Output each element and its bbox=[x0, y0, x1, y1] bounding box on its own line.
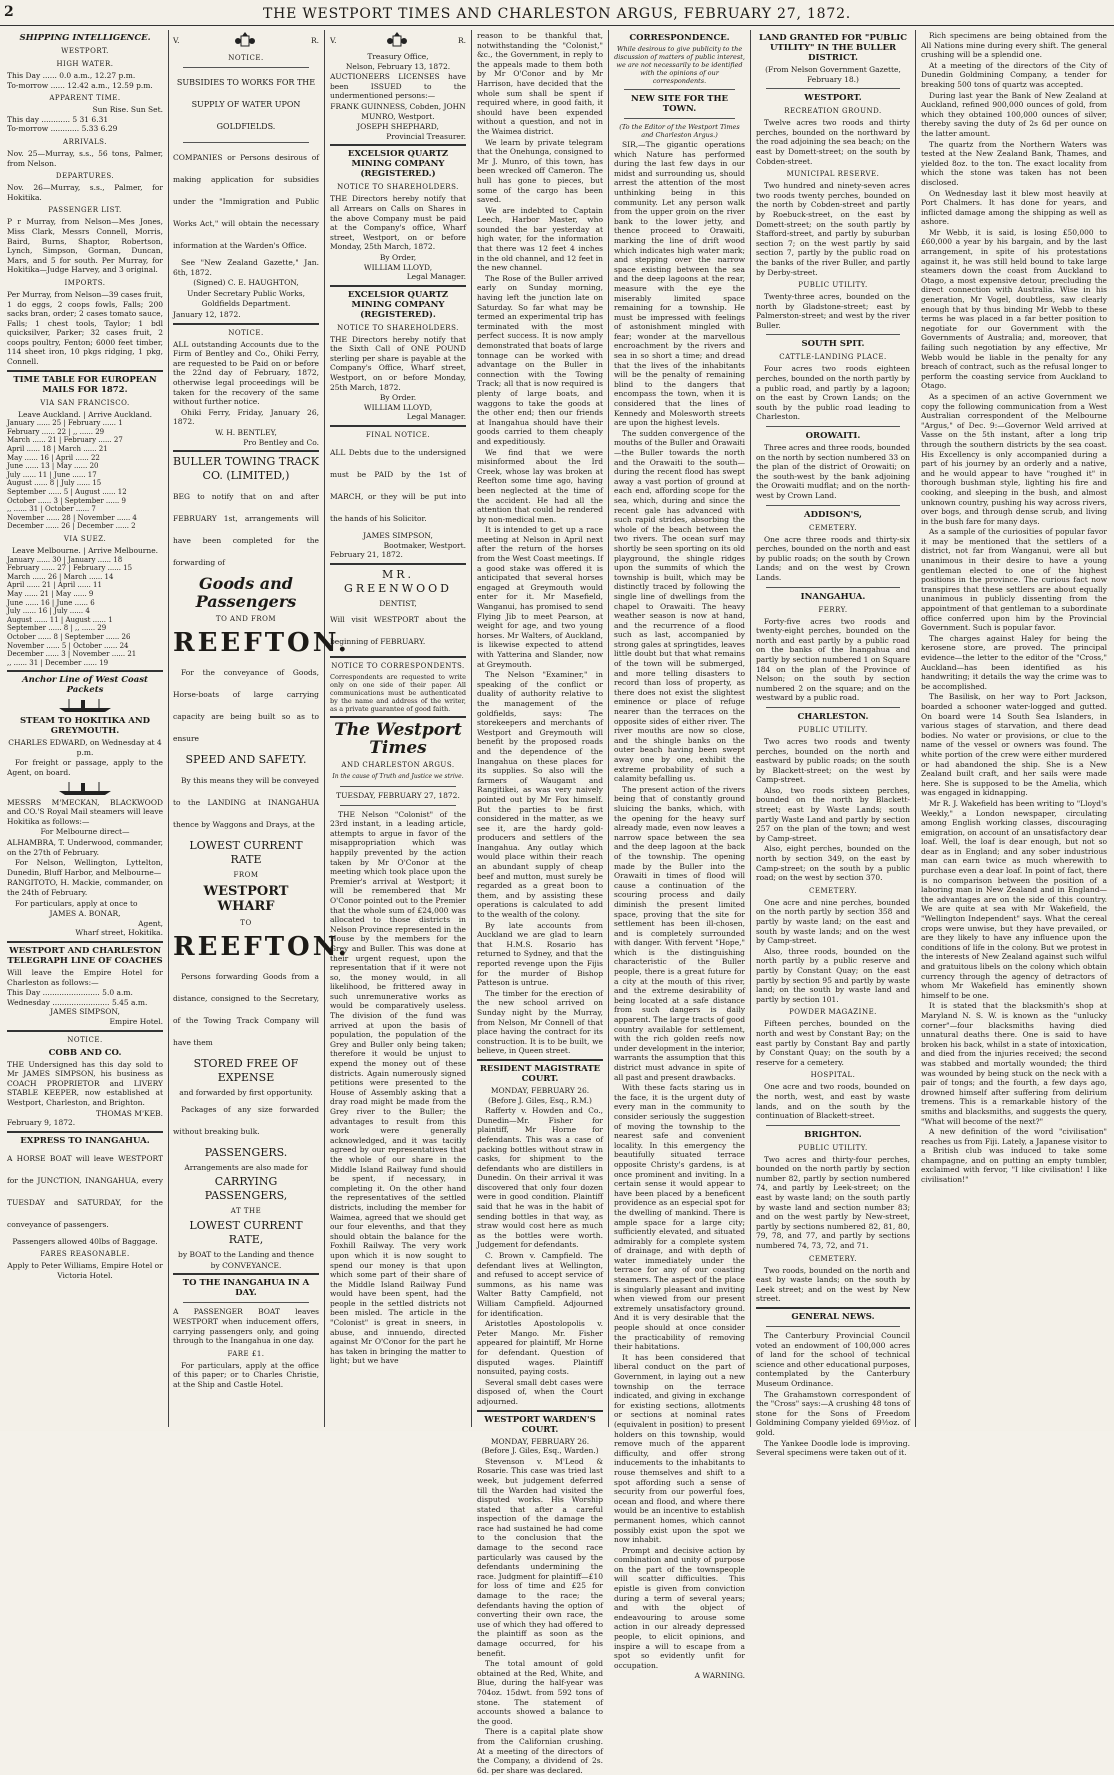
lowest-rate: LOWEST CURRENT RATE bbox=[189, 839, 303, 867]
masthead bbox=[0, 0, 1114, 26]
letter-paragraph: Prompt and decisive action by combination and unity of purpose on the part of the townspeople will scatter difficulties. This epistle is given from conviction during a term of several years; and with the object of endeavouring to arouse some action in our already depressed people, to elicit opinions, and inspire a will to escape from a spot so evidently unfit for occupation. bbox=[614, 1545, 745, 1670]
speed-safety: SPEED AND SAFETY. bbox=[185, 753, 307, 767]
timetable-row: March ...... 21 | February ...... 27 bbox=[7, 436, 123, 445]
manager-title: Legal Manager. bbox=[406, 272, 466, 282]
fares-heading: FARES REASONABLE. bbox=[40, 1250, 130, 1259]
bootmaker-name: JAMES SIMPSON, bbox=[363, 531, 433, 541]
court-case: Rafferty v. Howden and Co., Dunedin—Mr. Fisher for plaintiff, Mr Horne for defendants. This was a case of packing bottles without straw in casks, for shipment to the defendants who are distillers in Dunedin. On their arrival it was discovered that only four dozen were in good condition. Plaintiff said that he was in the habit of sending bottles in that way, as straw would cost here as much as the bottles were worth. Judgement for defendants. bbox=[477, 1106, 603, 1250]
manager-title-2: Legal Manager. bbox=[406, 412, 466, 422]
goods-heading: Goods and Passengers bbox=[195, 574, 297, 612]
brighton-heading: BRIGHTON. bbox=[804, 1129, 862, 1140]
nelson-route-text: For Nelson, Wellington, Lyttelton, Dunedin, Bluff Harbor, and Melbourne— bbox=[7, 858, 163, 877]
anchor-line-heading: Anchor Line of West Coast Packets bbox=[22, 675, 148, 696]
bentley-pro: Pro Bentley and Co. bbox=[243, 437, 319, 447]
timetable-row: July ...... 11 | June ...... 17 bbox=[7, 470, 97, 479]
orowaiti-heading: OROWAITI. bbox=[805, 431, 861, 442]
westport-heading: WESTPORT. bbox=[61, 47, 109, 55]
sun-row: To-morrow ............ 5.33 6.29 bbox=[7, 124, 118, 134]
news-item: The charges against Haley for being the kerosene store, are proved. The principal evidence—the letter to the editor of the "Cross," Auckland—has been identified as his handwriting; it details the way the crime was to be accomplished. bbox=[921, 633, 1107, 691]
timetable-row: October ...... 8 | September ...... 26 bbox=[7, 632, 131, 641]
shareholders-heading-2: NOTICE TO SHAREHOLDERS. bbox=[337, 323, 459, 332]
divider bbox=[340, 786, 456, 787]
freight-text: For freight or passage, apply to the Agent, on board. bbox=[7, 758, 163, 778]
tide-row: This Day ...... 0.0 a.m., 12.27 p.m. bbox=[7, 71, 136, 80]
municipal-heading: MUNICIPAL RESERVE. bbox=[786, 170, 880, 179]
news-item: During last year the Bank of New Zealand at Auckland, refined 900,000 ounces of gold, from which they obtained 100,000 ounces of silver, thereby saving the duty of 2s 6d per ounce on the latter amount. bbox=[921, 90, 1107, 138]
court-case: Several small debt cases were disposed of, when the Court adjourned. bbox=[477, 1377, 603, 1406]
sun-header: Sun Rise. Sun Set. bbox=[92, 105, 163, 115]
timetable-row: May ...... 16 | April ...... 22 bbox=[7, 453, 100, 462]
timetable-row: April ...... 18 | March ...... 21 bbox=[7, 445, 108, 454]
timetable-row: April ...... 21 | April ...... 11 bbox=[7, 581, 102, 590]
cobb-text: THE Undersigned has this day sold to Mr JAMES SIMPSON, his business as COACH PROPRIETOR and LIVERY STABLE KEEPER, now established at Westport, Charleston, and Brighton. bbox=[7, 1059, 163, 1107]
inangahua-day-heading: TO THE INANGAHUA IN A DAY. bbox=[182, 1278, 310, 1299]
news-item: The Yankee Doodle lode is improving. Several specimens were taken out of it. bbox=[756, 1438, 910, 1458]
wardens-court-heading: WESTPORT WARDEN'S COURT. bbox=[484, 1414, 596, 1435]
correspondents-heading: NOTICE TO CORRESPONDENTS. bbox=[331, 662, 465, 671]
westport-wharf: WESTPORT WHARF bbox=[203, 884, 289, 915]
sanfran-header: Leave Auckland. | Arrive Auckland. bbox=[17, 409, 153, 419]
agent-title: Agent, bbox=[138, 918, 163, 928]
court-case: Aristotles Apostolopolis v. Peter Mango. Mr. Fisher appeared for plaintiff, Mr Horne for defendant. Question of disputed wages. Plaintiff nonsuited, paying costs. bbox=[477, 1319, 603, 1377]
fare-text: FARE £1. bbox=[227, 1349, 265, 1358]
treasurer-title: Provincial Treasurer. bbox=[386, 131, 466, 141]
editorial-text: THE Nelson "Colonist" of the 23rd instant, in a leading article, attempts to argue in favor of the misappropriation which was happily prevented by the action taken by Mr O'Conor at the meeting which took place upon the Premier's arrival at Westport; it will be remembered that Mr O'Conor pointed out to the Premier that the whole sum of £24,000 was allocated to those districts in Nelson Province represented in the House by the members for the Grey and Buller. This was done at their urgent request, upon the representation that if it were not so, the money would, in all likelihood, be frittered away in such unremunerative works as would be comparatively useless. The division of the fund was arrived at upon the basis of population, the population of the Grey and Buller only being taken; therefore it would be unjust to expend the money out of these districts. Again numerously signed petitions were presented to the House of Assembly asking that a dray road might be made from the Grey river to the Buller; the advantages to result from this work were generally acknowledged, and it was tacitly agreed by our representatives that the whole of our share in the Middle Island Railway fund should be spent, if necessary, in completing it. On the other hand the representatives of the settled districts, including the member for Waimea, agreed that we should get our four elevenths, and that they should obtain the balance for the Foxhill Railway. The very work upon which it is now sought to spend our money is that upon which some part of their share of the Middle Island Railway Fund would have been spent, had the people in the settled districts not been misled. The article in the "Colonist" is great in sneers, in abuse, and innuendo, directed against Mr O'Conor for the part he has taken in bringing the matter to light; but we have bbox=[330, 809, 466, 1366]
timetable-row: November ...... 5 | October ...... 24 bbox=[7, 641, 129, 650]
excelsior-heading: EXCELSIOR QUARTZ MINING COMPANY (REGISTERED.) bbox=[347, 149, 449, 180]
new-site-heading: NEW SITE FOR THE TOWN. bbox=[631, 94, 728, 114]
royal-crest bbox=[173, 32, 319, 50]
paper-nameplate: The Westport Times bbox=[334, 720, 462, 759]
news-item: There is a capital plate show from the Californian crushing. At a meeting of the directors of the Company, a dividend of 2s. 6d. per share was declared. bbox=[477, 1727, 603, 1775]
rangitoto-text: RANGITOTO, H. Mackie, commander, on the 24th of February. bbox=[7, 878, 163, 897]
telegraph-text: Will leave the Empire Hotel for Charleston as follows:— bbox=[7, 967, 163, 987]
court-case: C. Brown v. Campfield. The defendant lives at Wellington, and refused to accept service of summons, as his name was Walter Batty Campfield, not William Campfield. Adjourned for identification. bbox=[477, 1251, 603, 1318]
news-item: The Basilisk, on her way to Port Jackson, boarded a schooner water-logged and gutted. On board were 14 South Sea Islanders, in various stages of starvation, and there dead bodies. No water or provisions, or clue to the name of the vessel or owners was found. The white portion of the crew were either murdered or had abandoned the ship. She is a New Zealand built craft, and her sails were made here. She is supposed to be the Amelia, which was engaged in kidnapping. bbox=[921, 692, 1107, 798]
by-order-2: By Order. bbox=[379, 393, 417, 403]
sun-row: This day ............ 5 31 6.31 bbox=[7, 114, 109, 124]
tide-row: To-morrow ...... 12.42 a.m., 12.59 p.m. bbox=[7, 80, 153, 90]
final-notice-heading: FINAL NOTICE. bbox=[365, 431, 431, 440]
divider bbox=[173, 1273, 319, 1275]
passenger-list-text: P r Murray, from Nelson—Mes Jones, Miss Clark, Messrs Connell, Morris, Baird, Burns, Shaptor, Robertson, Lynch, Simpson, Gorman, Duncan, Mars, and 5 for south. Per Murray, for Hokitika—Judge Harvey, and 3 original. bbox=[7, 217, 163, 275]
column-3 bbox=[327, 30, 469, 1427]
divider bbox=[624, 89, 735, 90]
treasury-date: Nelson, February 13, 1872. bbox=[345, 61, 451, 71]
divider bbox=[330, 716, 466, 718]
divider bbox=[7, 670, 163, 672]
letter-paragraph: SIR,—The gigantic operations which Nature has performed during the last few days in our midst and surrounding us, should arrest the attention of the most unthinking being in this community. Let any person walk from the upper groin on the river bank to the lower jetty, and thence proceed to Orawaiti, marking the line of drift wood which indicates high water mark; and stepping over the narrow space existing between the sea and the deep lagoons at the rear, measure with the eye the miserably limited space remaining for a township. He must be impressed with feelings of astonishment mingled with fear; wonder at the marvellous encroachment by the rivers and sea in so short a time; and dread that the lives of the inhabitants will be the penalty of remaining blind to the dangers that encompass the town, when it is considered that the lines of Kennedy and Molesworth streets are upon the highest levels. bbox=[614, 140, 745, 428]
alhambra-text: ALHAMBRA, T. Underwood, commander, on the 27th of February. bbox=[7, 838, 163, 857]
departures-heading: DEPARTURES. bbox=[55, 172, 115, 181]
arrivals-text: Nov. 25—Murray, s.s., 56 tons, Palmer, from Nelson. bbox=[7, 148, 163, 168]
divider bbox=[173, 323, 319, 325]
particulars-text: For particulars, apply at once to bbox=[15, 898, 138, 908]
column-7 bbox=[918, 30, 1110, 1427]
means-text: By this means they will be conveyed to the LANDING at INANGAHUA thence by Waggons and Drays, at the bbox=[173, 776, 319, 830]
cobb-heading: COBB AND CO. bbox=[48, 1047, 122, 1058]
from-label: FROM bbox=[233, 871, 259, 880]
royal-crest bbox=[330, 32, 466, 50]
coat-of-arms-icon bbox=[386, 32, 408, 50]
bentley-date: Ohiki Ferry, Friday, January 26, 1872. bbox=[173, 407, 319, 427]
suez-header: Leave Melbourne. | Arrive Melbourne. bbox=[11, 545, 159, 555]
timetable-row: September ...... 5 | August ...... 12 bbox=[7, 488, 127, 496]
timetable-row: ,, ...... 31 | December ...... 19 bbox=[7, 658, 109, 667]
land-description: Two roods, bounded on the north and east by waste lands; on the south by Leek street; and on the west by New street. bbox=[756, 1265, 910, 1304]
news-item: At a meeting of the directors of the City of Dunedin Goldmining Company, a tender for breaking 500 tons of quartz was accepted. bbox=[921, 60, 1107, 89]
melbourne-text: For Melbourne direct— bbox=[40, 827, 130, 837]
signed-text: (Signed) C. E. HAUGHTON, bbox=[193, 278, 299, 288]
letter-paragraph: The present action of the rivers being that of constantly ground sluicing the banks, which, with the opening for the heavy surf already made, even now leaves a narrow space between the sea and the deep lagoon at the back of the township. The opening made by the Buller into the Orawaiti in times of flood will cause a continuation of the scouring process and daily diminish the present limited space, proving that the site for settlement has been ill-chosen, and is completely surrounded with danger. With fervent "Hope," which is the distinguishing characteristic of the Buller people, there is a great future for a city at the mouth of this river, and the extreme desirability of being located at a safe distance from such dangers is daily apparent. The large tracts of good country available for settlement, with the rich golden reefs now under development in the interior, warrants the assumption that this district must advance in spite of all past and present drawbacks. bbox=[614, 784, 745, 1082]
recreation-heading: RECREATION GROUND. bbox=[784, 107, 882, 116]
cemetery-heading: CEMETERY. bbox=[808, 523, 858, 532]
shipping-heading: SHIPPING INTELLIGENCE. bbox=[19, 33, 151, 43]
news-item: The Canterbury Provincial Council voted an endowment of 100,000 acres of land for the school of technical science and other educational purposes, contemplated by the Canterbury Museum Ordinance. bbox=[756, 1331, 910, 1388]
imports-text: Per Murray, from Nelson—39 cases fruit, 1 do eggs, 2 coops fowls, Falls; 200 sacks bran, order; 2 cases tomato sauce, Falls; 1 chest tools, Taylor; 1 bdl quicksilver, Parker; 32 cases fruit, 2 coops poultry, Fenton; 6000 feet timber, 114 sheet iron, 10 pkgs ridging, 1 pkg, Connell. bbox=[7, 289, 163, 367]
baggage-text: Passengers allowed 40lbs of Baggage. bbox=[12, 1236, 158, 1246]
land-description: Twelve acres two roods and thirty perches, bounded on the northward by the road adjoining the sea beach; on the east by Domett-street; on the south by Cobden-street. bbox=[756, 118, 910, 166]
court-before: (Before J. Giles, Esq., R.M.) bbox=[488, 1095, 592, 1105]
divider bbox=[340, 805, 456, 806]
news-item: It is intended to get up a race meeting at Nelson in April next after the return of the horses from the West Coast meetings. If a good stake was offered it is anticipated that several horses engaged at Greymouth would enter for it. Mr Masefield, Wanganui, has promised to send Flying Jib to meet Pearson, at weight for age, and two young horses. Mr Walters, of Auckland, is likewise expected to attend with Yatterina and Slander, now at Greymouth. bbox=[477, 525, 603, 669]
divider bbox=[477, 1410, 603, 1412]
column-rule bbox=[608, 30, 609, 1427]
notice-date: February 21, 1872. bbox=[330, 550, 403, 560]
news-item: Rich specimens are being obtained from the All Nations mine during every shift. The general crushing will be a splendid one. bbox=[921, 31, 1107, 60]
timetable-row: September ...... 8 | ,, ...... 29 bbox=[7, 624, 107, 633]
by-conveyance-text: by CONVEYANCE. bbox=[210, 1260, 282, 1270]
auctioneers-text: AUCTIONEERS LICENSES have been ISSUED to the undermentioned persons:— bbox=[330, 72, 466, 101]
reefton-heading: REEFTON. bbox=[173, 628, 350, 659]
manager-name-2: WILLIAM LLOYD, bbox=[363, 402, 433, 412]
sanfran-table bbox=[7, 419, 163, 531]
news-item: The timber for the erection of the new school arrived on Sunday night by the Murray, from Nelson, Mr Connell of that place having the contract for its construction. It is to be built, we believe, in Queen street. bbox=[477, 988, 603, 1056]
editorial-date: TUESDAY, FEBRUARY 27, 1872. bbox=[336, 791, 460, 800]
particulars-text: For particulars, apply at the office of this paper; or to Charles Christie, at the Ship and Castle Hotel. bbox=[173, 1360, 319, 1390]
crest-v: V. bbox=[173, 36, 180, 46]
signatory: THOMAS M'KEB. bbox=[95, 1108, 163, 1118]
news-item: The total amount of gold obtained at the Red, White, and Blue, during the half-year was 704oz. 15dwt. from 592 tons of stone. The statement of accounts showed a balance to the good. bbox=[477, 1659, 603, 1726]
news-item: By late accounts from Auckland we are glad to learn that H.M.S. Rosario has returned to Sydney, and that the reported revenge upon the Fijis for the murder of Bishop Patteson is untrue. bbox=[477, 920, 603, 988]
land-description: One acre and two roods, bounded on the north, west, and east by waste lands, and on the south by the continuation of Blackett-street. bbox=[756, 1082, 910, 1121]
highwater-heading: HIGH WATER. bbox=[56, 60, 114, 68]
departures-text: Nov. 26—Murray, s.s., Palmer, for Hokitika. bbox=[7, 183, 163, 202]
divider bbox=[624, 118, 735, 119]
carrying-passengers: CARRYING PASSENGERS, bbox=[204, 1175, 288, 1203]
land-description: Three acres and three roods, bounded on the north by section numbered 33 on the plan of the district of Orowaiti; on the south-west by the bank adjoining the Orowaiti mudflat; and on the north-west by Crown Land. bbox=[756, 443, 910, 500]
by-boat-text: by BOAT to the Landing and thence bbox=[178, 1250, 314, 1260]
news-item: The Grahamstown correspondent of the "Cross" says:—A crushing 48 tons of stone for the Sons of Freedom Goldmining Company yielded 69½oz. of gold. bbox=[756, 1389, 910, 1437]
cattle-landing-heading: CATTLE-LANDING PLACE. bbox=[779, 353, 887, 362]
timetable-row: August ...... 11 | August ...... 1 bbox=[7, 615, 113, 624]
coach-time-row: This Day ........................ 5.0 a.m. bbox=[7, 988, 133, 998]
column-4 bbox=[474, 30, 606, 1775]
manager-name: WILLIAM LLOYD, bbox=[363, 262, 433, 272]
to-from-label: TO AND FROM bbox=[215, 615, 277, 624]
proprietor-name: JAMES SIMPSON, bbox=[50, 1007, 120, 1017]
land-description: Also, three roods, bounded on the north partly by a public reserve and partly by Constant Quay; on the east partly by section 95 and partly by waste land; on the south by waste land and partly by section 101. bbox=[756, 946, 910, 1004]
land-description: Four acres two roods eighteen perches, bounded on the north partly by a public road, and partly by a lagoon; on the east by Crown Lands; on the south by the public road leading to Charleston. bbox=[756, 364, 910, 422]
letter-paragraph: The sudden convergence of the mouths of the Buller and Orawaiti—the Buller towards the north and the Orawaiti to the south—during the recent flood has swept away a vast portion of ground at each end, affording scope for the sea, which, during and since the recent gale has advanced with such rapid strides, absorbing the whole of the beach between the two rivers. The ocean surf may shortly be seen sporting on its old playground, the shingle ridges upon the summits of which the township is built, which may be distinctly traced by following the single line of dwellings from the chapel to Orawaiti. The heavy weather season is now at hand, and the recurrence of a flood such as last, accompanied by strong gales at springtides, leaves little doubt but that what remains of the town will be submerged, and more telling disasters to record than loss of property, as there does not exist the slightest eminence or place of refuge nearer than the terraces on the opposite sides of either river. The river mouths are now so close, and the shingle banks on the outer beach having been swept away one by one, exhibit the extreme probability of such a calamity befalling us. bbox=[614, 428, 745, 784]
general-news-heading: GENERAL NEWS. bbox=[791, 1312, 875, 1322]
correspondents-text: Correspondents are requested to write only on one side of their paper. All communications must be authenticated by the name and address of the writer, as a private guarantee of good faith. bbox=[330, 673, 466, 714]
divider bbox=[477, 1059, 603, 1061]
divider bbox=[330, 285, 466, 287]
divider bbox=[7, 370, 163, 372]
shareholders-heading: NOTICE TO SHAREHOLDERS. bbox=[337, 183, 459, 192]
news-item: The quartz from the Northern Waters was tested at the New Zealand Bank, Thames, and yielded 8oz. to the ton. The exact locality from which the stone was taken has not been disclosed. bbox=[921, 139, 1107, 187]
cemetery-heading: CEMETERY. bbox=[808, 1254, 858, 1263]
under-secretary-text: Under Secretary Public Works, bbox=[187, 288, 305, 298]
land-description: Also, eight perches, bounded on the north by section 349, on the east by Camp-street; on the south by a public road; on the west by section 370. bbox=[756, 844, 910, 883]
proprietor-hotel: Empire Hotel. bbox=[109, 1016, 163, 1026]
lowest-rate-2: LOWEST CURRENT RATE, bbox=[189, 1219, 303, 1247]
coach-time-row: Wednesday ........................ 5.45 a.m. bbox=[7, 997, 148, 1007]
court-case: Stevenson v. M'Leod & Rosarie. This case was tried last week, but judgement deferred till the Warden had visited the disputed works. His Worship stated that after a careful inspection of the damage the race had sustained he had come to the conclusion that the damage to the second race particularly was caused by the defendants undermining the race. Judgment for plaintiff—£10 for loss of time and £25 for damage to the race; the defendants having the option of converting their own race, the use of which they had offered to the plaintiff as soon as the damage occurred, for his benefit. bbox=[477, 1456, 603, 1658]
packages-text: Packages of any size forwarded without breaking bulk. bbox=[173, 1104, 319, 1136]
cemetery-heading: CEMETERY. bbox=[808, 886, 858, 895]
news-item: As a sample of the curiosities of popular favor it may be mentioned that the settlers of a district, not far from Wanganui, were all but unanimous in their desire to have a young gentleman elected to one of the highest positions in the province. The curious fact now transpires that these settlers are about equally unanimous in publicly dissenting from the appointment of that gentleman to a subordinate office conferred upon him by the Provincial Government. Such is popular favor. bbox=[921, 527, 1107, 633]
subsidies-heading: SUBSIDIES TO WORKS FOR THE SUPPLY OF WATER UPON GOLDFIELDS. bbox=[176, 78, 316, 131]
coat-of-arms-icon bbox=[234, 32, 256, 50]
imports-heading: IMPORTS. bbox=[64, 278, 106, 287]
conveyance-text: For the conveyance of Goods, Horse-boats of large carrying capacity are being built so as to ensure bbox=[173, 668, 319, 744]
letter-paragraph: It has been considered that liberal conduct on the part of Government, in laying out a new township on the terrace indicated, and giving in exchange for existing sections, allotments or sections at nominal rates (equivalent in position) to present holders on this township, would remove much of the apparent difficulty, and offer strong inducements to the inhabitants to rouse themselves and shift to a spot affording such a sense of security from our powerful foes, ocean and flood, and where there would be an incentive to establish permanent homes, which cannot possibly exist upon the spot we now inhabit. bbox=[614, 1352, 745, 1545]
timetable-row: November ...... 28 | November ...... 4 bbox=[7, 513, 137, 522]
to-label: TO bbox=[240, 919, 252, 928]
beg-text: BEG to notify that on and after FEBRUARY 1st, arrangements will have been completed for the forwarding of bbox=[173, 492, 319, 568]
charleston-heading: CHARLESTON. bbox=[797, 711, 869, 722]
powder-magazine-heading: POWDER MAGAZINE. bbox=[789, 1008, 877, 1017]
timetable-row: February ...... 27 | February ...... 15 bbox=[7, 564, 133, 573]
news-item: As a specimen of an active Government we copy the following communication from a West Australian correspondent of the Melbourne "Argus," of Dec. 9:—Governor Weld arrived at Vasse on the 5th instant, after a long trip through the southern districts by the sea coast. His Excellency is only accompanied during a part of his journey by an orderly and a native, and he would appear to have "roughed it" in thorough bushman style, lighting his fire and cooking, and sleeping in the bush, and almost unknown country, pushing his way across rivers, over bogs, and through dense scrub, and living in the bush fare for many days. bbox=[921, 391, 1107, 526]
express-heading: EXPRESS TO INANGAHUA. bbox=[20, 1135, 150, 1146]
south-spit-heading: SOUTH SPIT. bbox=[801, 339, 865, 350]
news-item: It is stated that the blacksmith's shop at Maryland N. S. W. is known as the "unlucky corner"—four blacksmiths having died unnatural deaths there. One is said to have broken his back, whilst in a state of intoxication, and died from the injuries received; the second was stabbed and mortally wounded; the third was wounded by being stuck on the neck with a pair of tongs; and the fourth, a few days ago, drowned himself after suffering from delirium tremens. This is a remarkable history of the smiths and blacksmiths, and suggests the query, "What will become of the next?" bbox=[921, 1001, 1107, 1126]
timetable-row: June ...... 13 | May ...... 20 bbox=[7, 462, 99, 471]
reefton-heading-2: REEFTON. bbox=[173, 932, 350, 963]
news-item: A new definition of the word "civilisation" reaches us from Fiji. Lately, a Japanese visitor to a British club was induced to take some champagne, and on putting an empty tumbler, exclaimed with fervor, "I like civilisation! I like civilisation!" bbox=[921, 1127, 1107, 1185]
notice-heading: NOTICE. bbox=[67, 1035, 103, 1044]
excelsior-heading-2: EXCELSIOR QUARTZ MINING COMPANY (REGISTERED). bbox=[347, 289, 449, 320]
agent-address: Wharf street, Hokitika. bbox=[75, 928, 163, 938]
news-item: On Wednesday last it blew most heavily at Port Chalmers. It has done for years, and inflicted damage among the shipping as well as ashore. bbox=[921, 188, 1107, 227]
agent-name: JAMES A. BONAR, bbox=[49, 909, 121, 919]
notice-date: February 9, 1872. bbox=[7, 1118, 76, 1128]
land-description: Also, two roods sixteen perches, bounded on the north by Blackett-street; east by Waste Lands; south partly Waste Land and partly by section 257 on the plan of the town; and west by Camp-street. bbox=[756, 785, 910, 843]
divider bbox=[183, 142, 309, 143]
visit-text: Will visit WESTPORT about the beginning of FEBRUARY. bbox=[330, 615, 466, 647]
timetable-heading: TIME TABLE FOR EUROPEAN MAILS FOR 1872. bbox=[13, 374, 157, 395]
divider bbox=[173, 450, 319, 452]
divider bbox=[330, 425, 466, 427]
stored-free: STORED FREE OF EXPENSE bbox=[193, 1057, 299, 1085]
bentley-text: ALL outstanding Accounts due to the Firm of Bentley and Co., Ohiki Ferry, are requested to be Paid on or before the 22nd day of February, 1872, otherwise legal proceedings will be taken for the recovery of the same without further notice. bbox=[173, 339, 319, 407]
bootmaker-title: Bootmaker, Westport. bbox=[383, 540, 466, 550]
passenger-boat-text: A PASSENGER BOAT leaves WESTPORT when inducement offers, carrying passengers only, and going through to the Inangahua in one day. bbox=[173, 1307, 319, 1346]
notice-heading: NOTICE. bbox=[228, 328, 264, 337]
news-item: We are indebted to Captain Leech, Harbor Master, who sounded the bar yesterday at high water, for the information that there was 12 feet 4 inches in the old channel, and 12 feet in the new channel. bbox=[477, 205, 603, 273]
gazette-source: (From Nelson Government Gazette, February 18.) bbox=[765, 65, 901, 84]
divider bbox=[766, 587, 900, 588]
news-item: We find that we were misinformed about the Ird Creek, whose lay was broken at Reefton some time ago, having been neglected at the time of the accident. He had all the attention that could be rendered by non-medical men. bbox=[477, 447, 603, 524]
crest-v: V. bbox=[330, 36, 337, 46]
land-description: Two acres and thirty-four perches, bounded on the north partly by section number 82, partly by section numbered 74, and partly by Leek-street; on the east by waste land; on the south partly by waste land and section number 83; and on the west partly by New-street, partly by sections numbered 82, 81, 80, 79, 78, and 77, and partly by sections numbered 74, 73, 72, and 71. bbox=[756, 1154, 910, 1251]
correspondence-heading: CORRESPONDENCE. bbox=[629, 33, 730, 43]
telegraph-coaches-heading: WESTPORT AND CHARLESTON TELEGRAPH LINE OF COACHES bbox=[7, 945, 163, 966]
timetable-row: January ...... 25 | February ...... 1 bbox=[7, 419, 123, 428]
divider bbox=[330, 563, 466, 565]
divider bbox=[766, 426, 900, 427]
department-text: Goldfields Department. bbox=[201, 299, 291, 309]
public-utility-heading: PUBLIC UTILITY. bbox=[798, 281, 868, 290]
news-item: Mr Webb, it is said, is losing £50,000 to £60,000 a year by his bargain, and by the last arrangement, in spite of his protestations against it, he was still held bound to take large steamers down the coast from Auckland to Otago, a most expensive detour, precluding the direct connection with Australia. Wise in his generation, Mr Vogel, doubtless, saw clearly enough that by thus binding Mr Webb to these terms he was placed in a far better position to negotiate for our Government with the Governments of Australia; and, moreover, that failing such negotiation by any effective, Mr Webb would be liable in the penalty for any breach of contract, such as the refusal longer to perform the coasting service from Auckland to Otago. bbox=[921, 227, 1107, 391]
land-description: Forty-five acres two roods and twenty-eight perches, bounded on the north and east partly by a public road on the banks of the Inangahua and partly by section numbered 1 on Square 184 on the plan of the Province of Nelson; on the south by section numbered 2 on the square; and on the westward by a public road. bbox=[756, 616, 910, 703]
column-1 bbox=[4, 30, 166, 1427]
directors-text: THE Directors hereby notify that all Arrears on Calls on Shares in the above Company must be paid at the Company's office, Wharf street, Westport, on or before Monday, 25th March, 1872. bbox=[330, 194, 466, 252]
land-description: Two hundred and ninety-seven acres two roods twenty perches, bounded on the north by Cobden-street and partly by Roebuck-street, on the east by Domett-street; on the south partly by Stafford-street, and partly by suburban section 7; on the west partly by said section 7, partly by the public road on the banks of the river Buller, and partly by Derby-street. bbox=[756, 181, 910, 277]
paper-motto: In the cause of Truth and Justice we strive. bbox=[332, 773, 464, 781]
timetable-row: May ...... 21 | May ...... 9 bbox=[7, 589, 94, 598]
debts-text: ALL Debts due to the undersigned must be PAID by the 1st of MARCH, or they will be put into the hands of his Solicitor. bbox=[330, 448, 466, 524]
court-date: MONDAY, FEBRUARY 26. bbox=[490, 1436, 590, 1446]
steam-heading: STEAM TO HOKITIKA AND GREYMOUTH. bbox=[19, 716, 151, 737]
column-5 bbox=[611, 30, 748, 1681]
column-rule bbox=[915, 30, 916, 1427]
timetable-row: December ...... 26 | December ...... 2 bbox=[7, 522, 136, 531]
divider bbox=[330, 656, 466, 658]
editorial-continued: reason to be thankful that, notwithstanding the "Colonist," &c., the Government, in reply to the appeals made to them both by Mr O'Conor and by Mr Harrison, have decided that the whole sum shall be spent if required where, in good faith, it should have been expended without a question, and not in the Waimea district. bbox=[477, 31, 603, 136]
crest-r: R. bbox=[457, 36, 466, 46]
land-description: One acre and nine perches, bounded on the north partly by section 358 and partly by waste land; on the east and south by waste lands; and on the west by Camp-street. bbox=[756, 897, 910, 946]
timetable-row: July ...... 16 | July ...... 4 bbox=[7, 607, 90, 616]
gazette-text: See "New Zealand Gazette," Jan. 6th, 1872. bbox=[173, 258, 319, 277]
divider bbox=[766, 707, 900, 708]
land-description: Fifteen perches, bounded on the north and west by Constant Bay; on the east partly by Constant Bay and partly by Constant Quay; on the south by a reserve for a cemetery. bbox=[756, 1019, 910, 1067]
divider bbox=[766, 1326, 900, 1327]
column-rule bbox=[471, 30, 472, 1427]
divider bbox=[766, 1125, 900, 1126]
court-date: MONDAY, FEBRUARY 26. bbox=[490, 1085, 590, 1095]
timetable-row: March ...... 26 | March ...... 14 bbox=[7, 572, 114, 581]
divider bbox=[7, 1030, 163, 1032]
newspaper-title: THE WESTPORT TIMES AND CHARLESTON ARGUS, FEBRUARY 27, 1872. bbox=[262, 6, 852, 22]
timetable-row: January ...... 30 | January ...... 18 bbox=[7, 555, 123, 564]
passenger-list-heading: PASSENGER LIST. bbox=[48, 206, 122, 215]
messrs-text: MESSRS M'MECKAN, BLACKWOOD and CO.'S Royal Mail steamers will leave Hokitika as follows:— bbox=[7, 797, 164, 826]
licensee-names: FRANK GUINNESS, Cobden, JOHN MUNRO, Westport. bbox=[330, 101, 466, 121]
companies-text: COMPANIES or Persons desirous of making application for subsidies under the "Immigration and Public Works Act," will obtain the necessary information at the Warden's Office. bbox=[173, 153, 319, 250]
letter-paragraph: With these facts staring us in the face, it is the urgent duty of every man in the community to consider seriously the suggestion of moving the township to the nearest safe and convenient locality. In this emergency the beautifully situated terrace opposite Christy's gardens, is at once prominent and inviting. In a certain sense it would appear to have been placed by a beneficent providence as an especial spot for the dwelling of mankind. There is ample space for a large city; sufficiently elevated, and situated admirably for a complete system of drainage, and with depth of water immediately under the terrace for any of our coasting steamers. The aspect of the place is singularly pleasant and inviting when viewed from our present extremely unsatisfactory ground. And it is very desirable that the people should at once consider the practicability of removing their habitations. bbox=[614, 1083, 745, 1352]
notice-heading: NOTICE. bbox=[228, 54, 264, 62]
public-utility-heading: PUBLIC UTILITY. bbox=[798, 1143, 868, 1152]
treasurer-name: JOSEPH SHEPHARD, bbox=[357, 122, 439, 132]
inangahua-heading: INANGAHUA. bbox=[800, 591, 866, 602]
divider bbox=[7, 941, 163, 943]
divider bbox=[7, 1131, 163, 1133]
forwarded-text: and forwarded by first opportunity. bbox=[179, 1088, 313, 1098]
bentley-name: W. H. BENTLEY, bbox=[215, 427, 277, 437]
land-granted-heading: LAND GRANTED FOR "PUBLIC UTILITY" IN THE BULLER DISTRICT. bbox=[758, 33, 908, 63]
timetable-row: December ...... 3 | November ...... 21 bbox=[7, 650, 137, 659]
suez-table bbox=[7, 556, 163, 668]
news-item: The Rose of the Buller arrived early on Sunday morning, having left the junction late on Saturday. So far what may be termed an experimental trip has terminated with the most perfect success. It is now amply demonstrated that boats of large tonnage can be worked with advantage on the Buller in connection with the Towing Track; all that is now required is plenty of large boats, and waggons to take the goods at the other end; then our friends at Inangahua should have their goods carried to them cheaply and expeditiously. bbox=[477, 273, 603, 446]
apply-text: Apply to Peter Williams, Empire Hotel or Victoria Hotel. bbox=[7, 1261, 163, 1280]
news-item: Mr R. J. Wakefield has been writing to "Lloyd's Weekly," a London newspaper, circulating among English working classes, discouraging emigration, on account of an unsatisfactory dear loaf. Well, the loaf is dear enough, but not so dear as in England; and any sober industrious man can earn twice as much wherewith to purchase even a dear loaf. In point of fact, there is no comparison between the position of a laboring man in New Zealand and in England—the advantages are on the side of this country. We are quite at sea with Mr Wakefield, the "Wellington Independent" says. What the cereal crops were unwise, but they have prevailed, or are they likely to have any influence upon the conditions of life in the colony. But we protest in the interests of New Zealand against such wilful and gratuitous libels on the colony which obtain currency through the agency of detractors of whom Mr Wakefield has eminently shown himself to be one. bbox=[921, 798, 1107, 1000]
sanfran-heading: VIA SAN FRANCISCO. bbox=[40, 398, 130, 407]
divider bbox=[766, 88, 900, 89]
column-rule bbox=[750, 30, 751, 1427]
column-rule bbox=[324, 30, 325, 1427]
at-the-label: AT THE bbox=[230, 1207, 262, 1216]
steamship-icon bbox=[55, 697, 115, 713]
notice-date: January 12, 1872. bbox=[173, 309, 241, 319]
persons-text: Persons forwarding Goods from a distance, consigned to the Secretary, of the Towing Track Company will have them bbox=[173, 972, 319, 1048]
apparent-time-heading: APPARENT TIME. bbox=[49, 94, 121, 103]
letter-signature: A WARNING. bbox=[694, 1671, 745, 1681]
news-item: We learn by private telegram that the Onehunga, consigned to Mr J. Munro, of this town, has been wrecked off Cameron. The hull has gone to pieces, but some of the cargo has been saved. bbox=[477, 137, 603, 205]
divider bbox=[183, 67, 309, 68]
column-6 bbox=[753, 30, 913, 1458]
hospital-heading: HOSPITAL. bbox=[810, 1071, 856, 1080]
divider bbox=[766, 334, 900, 335]
column-2 bbox=[170, 30, 350, 1427]
charles-edward-text: CHARLES EDWARD, on Wednesday at 4 p.m. bbox=[8, 738, 162, 757]
divider bbox=[756, 1307, 910, 1309]
passengers-heading: PASSENGERS. bbox=[204, 1145, 288, 1159]
westport-heading: WESTPORT. bbox=[804, 93, 862, 104]
buller-towing-heading: BULLER TOWING TRACK CO. (LIMITED,) bbox=[173, 455, 319, 483]
paper-subtitle: AND CHARLESTON ARGUS. bbox=[341, 761, 455, 770]
timetable-row: June ...... 16 | June ...... 6 bbox=[7, 598, 95, 607]
timetable-row: ,, ...... 31 | October ...... 7 bbox=[7, 505, 96, 514]
public-utility-heading: PUBLIC UTILITY. bbox=[798, 725, 868, 734]
timetable-row: February ...... 22 | ,, ...... 29 bbox=[7, 427, 105, 436]
dentist-label: DENTIST, bbox=[379, 598, 417, 608]
column-rule bbox=[168, 30, 169, 1427]
page-number: 2 bbox=[4, 4, 14, 20]
addisons-heading: ADDISON'S, bbox=[803, 509, 863, 520]
crest-r: R. bbox=[310, 36, 319, 46]
arrangements-text: Arrangements are also made for bbox=[184, 1162, 308, 1172]
land-description: One acre three roods and thirty-six perches, bounded on the north and east by public roads; on the south by Crown Lands; and on the west by Crown Lands. bbox=[756, 534, 910, 582]
to-editor: (To the Editor of the Westport Times and Charleston Argus.) bbox=[619, 123, 740, 139]
timetable-row: August ...... 8 | July ...... 15 bbox=[7, 479, 102, 488]
news-item: The Nelson "Examiner," in speaking of the conflict or duality of authority relative to the management of the goldfields, says: The storekeepers and merchants of Westport and Greymouth will benefit by the proposed roads and the dependence of the Inangahua on these places for its supplies. So also will the farmers of Waugamt and Rangitikei, as was very naively pointed out by Mr Fox himself. But the parties to be first considered in the matter, as we see it, are the hardy gold-producers and settlers of the Inangahua. Any outlay which would place within their reach an abundant supply of cheap beef and mutton, must surely be regarded as a great boon to them, and by assisting these operations is calculated to add to the wealth of the colony. bbox=[477, 670, 603, 920]
disclaimer-text: While desirous to give publicity to the discussion of matters of public interest, we are not necessarily to be identified with the opinions of our correspondents. bbox=[614, 45, 745, 85]
land-description: Two acres two roods and twenty perches, bounded on the north and eastward by public roads; on the south by Blackett-street; on the west by Camp-street. bbox=[756, 736, 910, 785]
divider bbox=[766, 505, 900, 506]
treasury-text: Treasury Office, bbox=[367, 52, 429, 61]
resident-magistrate-heading: RESIDENT MAGISTRATE COURT. bbox=[479, 1063, 601, 1084]
arrivals-heading: ARRIVALS. bbox=[63, 137, 107, 146]
greenwood-heading: MR. GREENWOOD bbox=[344, 567, 452, 595]
divider bbox=[183, 1302, 309, 1303]
land-description: Twenty-three acres, bounded on the north by Gladstone-street; east by Palmerston-street; and west by the river Buller. bbox=[756, 292, 910, 330]
timetable-row: October ...... 3 | September ...... 9 bbox=[7, 496, 126, 505]
suez-heading: VIA SUEZ. bbox=[63, 534, 107, 543]
ferry-heading: FERRY. bbox=[818, 605, 848, 614]
by-order: By Order, bbox=[379, 252, 417, 262]
horse-boat-text: A HORSE BOAT will leave WESTPORT for the JUNCTION, INANGAHUA, every TUESDAY and SATURDAY, for the conveyance of passengers. bbox=[7, 1153, 163, 1229]
divider bbox=[330, 144, 466, 146]
steamship-icon bbox=[55, 780, 115, 796]
directors-text-2: THE Directors hereby notify that the Sixth Call of ONE POUND sterling per share is payable at the Company's Office, Wharf street, Westport, on or before Monday, 25th March, 1872. bbox=[330, 334, 466, 392]
court-before: (Before J. Giles, Esq., Warden.) bbox=[481, 1446, 599, 1456]
